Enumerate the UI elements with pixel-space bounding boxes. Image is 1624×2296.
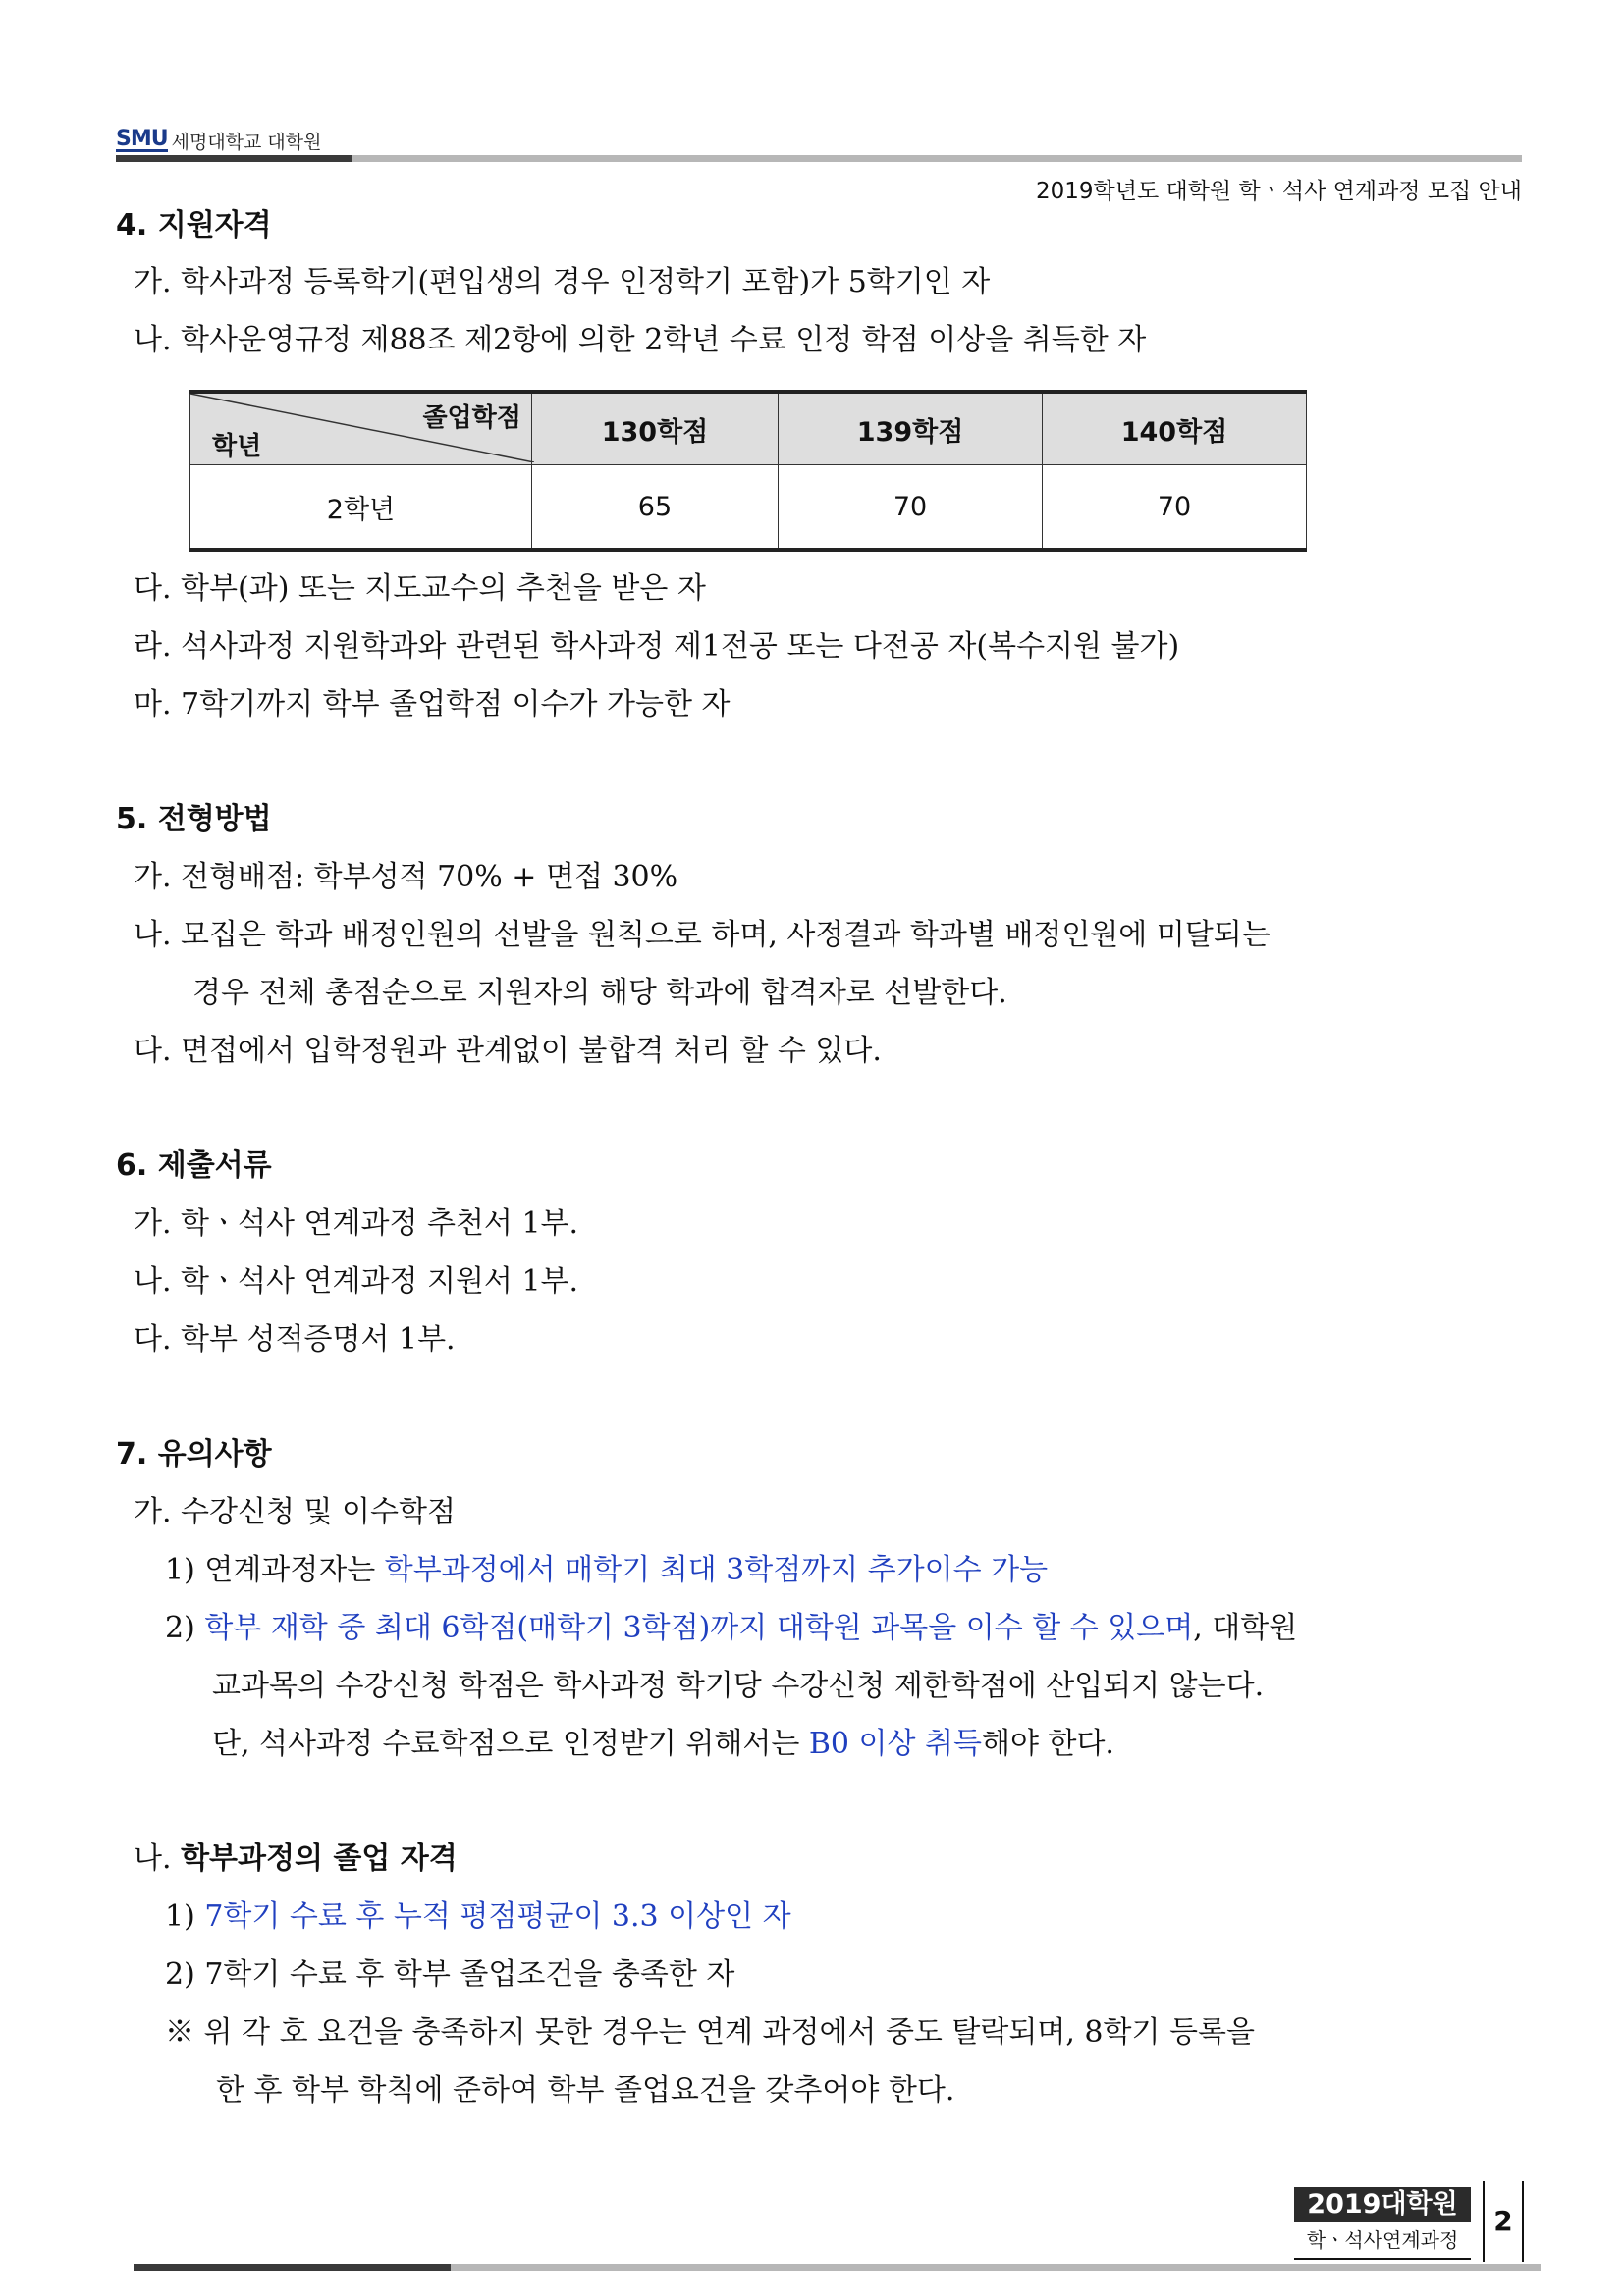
s7-ga-2-line3 [212, 1725, 1114, 1764]
table-cell: 65 [531, 465, 778, 551]
s5-item-na-line1: 나. 모집은 학과 배정인원의 선발을 원칙으로 하며, 사정결과 학과별 배정인원에 미달되는 [134, 918, 1271, 952]
table-row-label: 2학년 [190, 465, 532, 551]
s7-ga-1 [165, 1551, 1048, 1590]
s7-ga-2-prefix: 2) [165, 1611, 205, 1645]
table-cell: 70 [779, 465, 1043, 551]
logo-text: 세명대학교 대학원 [171, 132, 322, 153]
footer-badge-bottom: 학ㆍ석사연계과정 [1294, 2222, 1471, 2260]
s7-ga-2-line3-suffix: 해야 한다. [981, 1727, 1114, 1761]
table-header-cell: 140학점 [1043, 392, 1307, 465]
s7-na-1-highlight: 7학기 수료 후 누적 평점평균이 3.3 이상인 자 [204, 1899, 791, 1934]
s7-ga-2-line3-highlight: B0 이상 취득 [808, 1727, 982, 1761]
table-corner-cell [190, 392, 532, 465]
s6-item-ga: 가. 학ㆍ석사 연계과정 추천서 1부. [134, 1206, 579, 1241]
s7-na-1-prefix: 1) [165, 1899, 205, 1934]
university-logo [116, 128, 321, 154]
s7-ga-2-line2: 교과목의 수강신청 학점은 학사과정 학기당 수강신청 제한학점에 산입되지 않는다. [212, 1669, 1265, 1703]
table-header-cell: 130학점 [531, 392, 778, 465]
s6-item-na: 나. 학ㆍ석사 연계과정 지원서 1부. [134, 1264, 579, 1299]
section-6-title: 6. 제출서류 [116, 1148, 272, 1183]
header-rule-light [352, 155, 1522, 162]
header-rule-dark [116, 155, 352, 162]
s7-ga-2-line1 [165, 1609, 1297, 1648]
s5-item-na-line2: 경우 전체 총점순으로 지원자의 해당 학과에 합격자로 선발한다. [192, 976, 1007, 1010]
s7-ga-2-highlight: 학부 재학 중 최대 6학점(매학기 3학점)까지 대학원 과목을 이수 할 수 있으며 [204, 1611, 1194, 1645]
s7-note-line1: ※ 위 각 호 요건을 충족하지 못한 경우는 연계 과정에서 중도 탈락되며, 8학기 등록을 [165, 2015, 1255, 2050]
s6-item-da: 다. 학부 성적증명서 1부. [134, 1322, 456, 1357]
credit-table [189, 390, 1307, 552]
table-cell: 70 [1043, 465, 1307, 551]
s4-item-ra: 라. 석사과정 지원학과와 관련된 학사과정 제1전공 또는 다전공 자(복수지원 불가) [134, 629, 1180, 664]
footer-rule-dark [134, 2264, 451, 2271]
section-7-title: 7. 유의사항 [116, 1437, 272, 1471]
s5-item-ga: 가. 전형배점: 학부성적 70% + 면접 30% [134, 860, 678, 894]
s7-ga-2-suffix: , 대학원 [1193, 1611, 1298, 1645]
logo-mark: SMU [116, 127, 168, 151]
s4-item-da: 다. 학부(과) 또는 지도교수의 추천을 받은 자 [134, 571, 706, 606]
corner-top-label: 졸업학점 [422, 403, 521, 433]
footer-rule-light [451, 2264, 1541, 2271]
s4-item-ga: 가. 학사과정 등록학기(편입생의 경우 인정학기 포함)가 5학기인 자 [134, 265, 991, 299]
s7-item-na [134, 1840, 458, 1879]
s4-item-na: 나. 학사운영규정 제88조 제2항에 의한 2학년 수료 인정 학점 이상을 취득한 자 [134, 323, 1147, 357]
section-4-title: 4. 지원자격 [116, 208, 272, 242]
s7-na-prefix: 나. [134, 1842, 182, 1876]
s7-ga-1-highlight: 학부과정에서 매학기 최대 3학점까지 추가이수 가능 [384, 1553, 1049, 1587]
s7-na-1 [165, 1897, 791, 1937]
s7-ga-2-line3-prefix: 단, 석사과정 수료학점으로 인정받기 위해서는 [212, 1727, 809, 1761]
s7-na-2: 2) 7학기 수료 후 학부 졸업조건을 충족한 자 [165, 1957, 735, 1992]
footer-badge-top: 2019대학원 [1294, 2187, 1471, 2222]
s4-item-ma: 마. 7학기까지 학부 졸업학점 이수가 가능한 자 [134, 687, 731, 721]
s7-note-line2: 한 후 학부 학칙에 준하여 학부 졸업요건을 갖추어야 한다. [216, 2073, 955, 2108]
table-header-cell: 139학점 [779, 392, 1043, 465]
document-title: 2019학년도 대학원 학ㆍ석사 연계과정 모집 안내 [1035, 179, 1522, 204]
page-number: 2 [1483, 2181, 1524, 2262]
corner-bottom-label: 학년 [212, 432, 262, 461]
section-5-title: 5. 전형방법 [116, 802, 272, 836]
s7-na-heading: 학부과정의 졸업 자격 [181, 1842, 458, 1876]
s5-item-da: 다. 면접에서 입학정원과 관계없이 불합격 처리 할 수 있다. [134, 1034, 882, 1068]
s7-ga-1-text: 1) 연계과정자는 [165, 1553, 385, 1587]
s7-item-ga: 가. 수강신청 및 이수학점 [134, 1495, 456, 1529]
